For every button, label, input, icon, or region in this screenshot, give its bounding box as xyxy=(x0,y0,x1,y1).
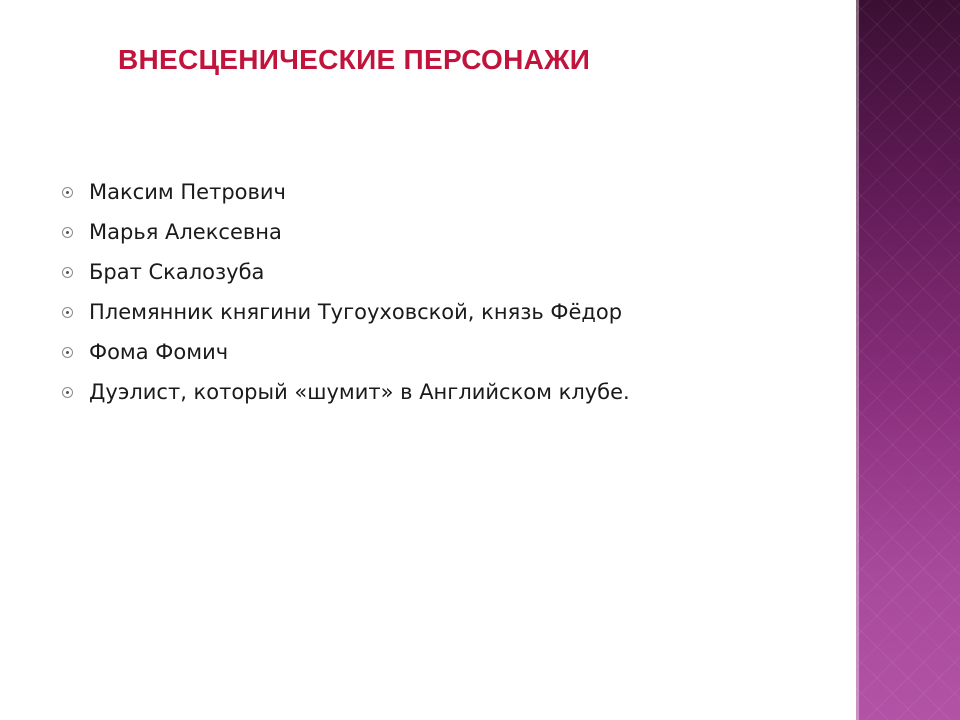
list-item-text: Фома Фомич xyxy=(89,340,229,364)
list-item-text: Брат Скалозуба xyxy=(89,260,265,284)
slide-title: ВНЕСЦЕНИЧЕСКИЕ ПЕРСОНАЖИ xyxy=(118,44,591,75)
circle-dot-icon xyxy=(62,227,73,238)
list-item xyxy=(62,332,630,372)
list-item xyxy=(62,172,630,212)
list-item xyxy=(62,252,630,292)
list-item-text: Максим Петрович xyxy=(89,180,286,204)
circle-dot-icon xyxy=(62,347,73,358)
list-item-text: Племянник княгини Тугоуховской, князь Фёдор xyxy=(89,300,623,324)
decorative-side-panel xyxy=(856,0,960,720)
list-item xyxy=(62,372,630,412)
circle-dot-icon xyxy=(62,187,73,198)
list-item-text: Марья Алексевна xyxy=(89,220,282,244)
circle-dot-icon xyxy=(62,267,73,278)
list-item xyxy=(62,292,630,332)
side-panel-edge xyxy=(856,0,859,720)
circle-dot-icon xyxy=(62,387,73,398)
bullet-list xyxy=(62,172,630,412)
list-item xyxy=(62,212,630,252)
list-item-text: Дуэлист, который «шумит» в Английском клубе. xyxy=(89,380,630,404)
circle-dot-icon xyxy=(62,307,73,318)
